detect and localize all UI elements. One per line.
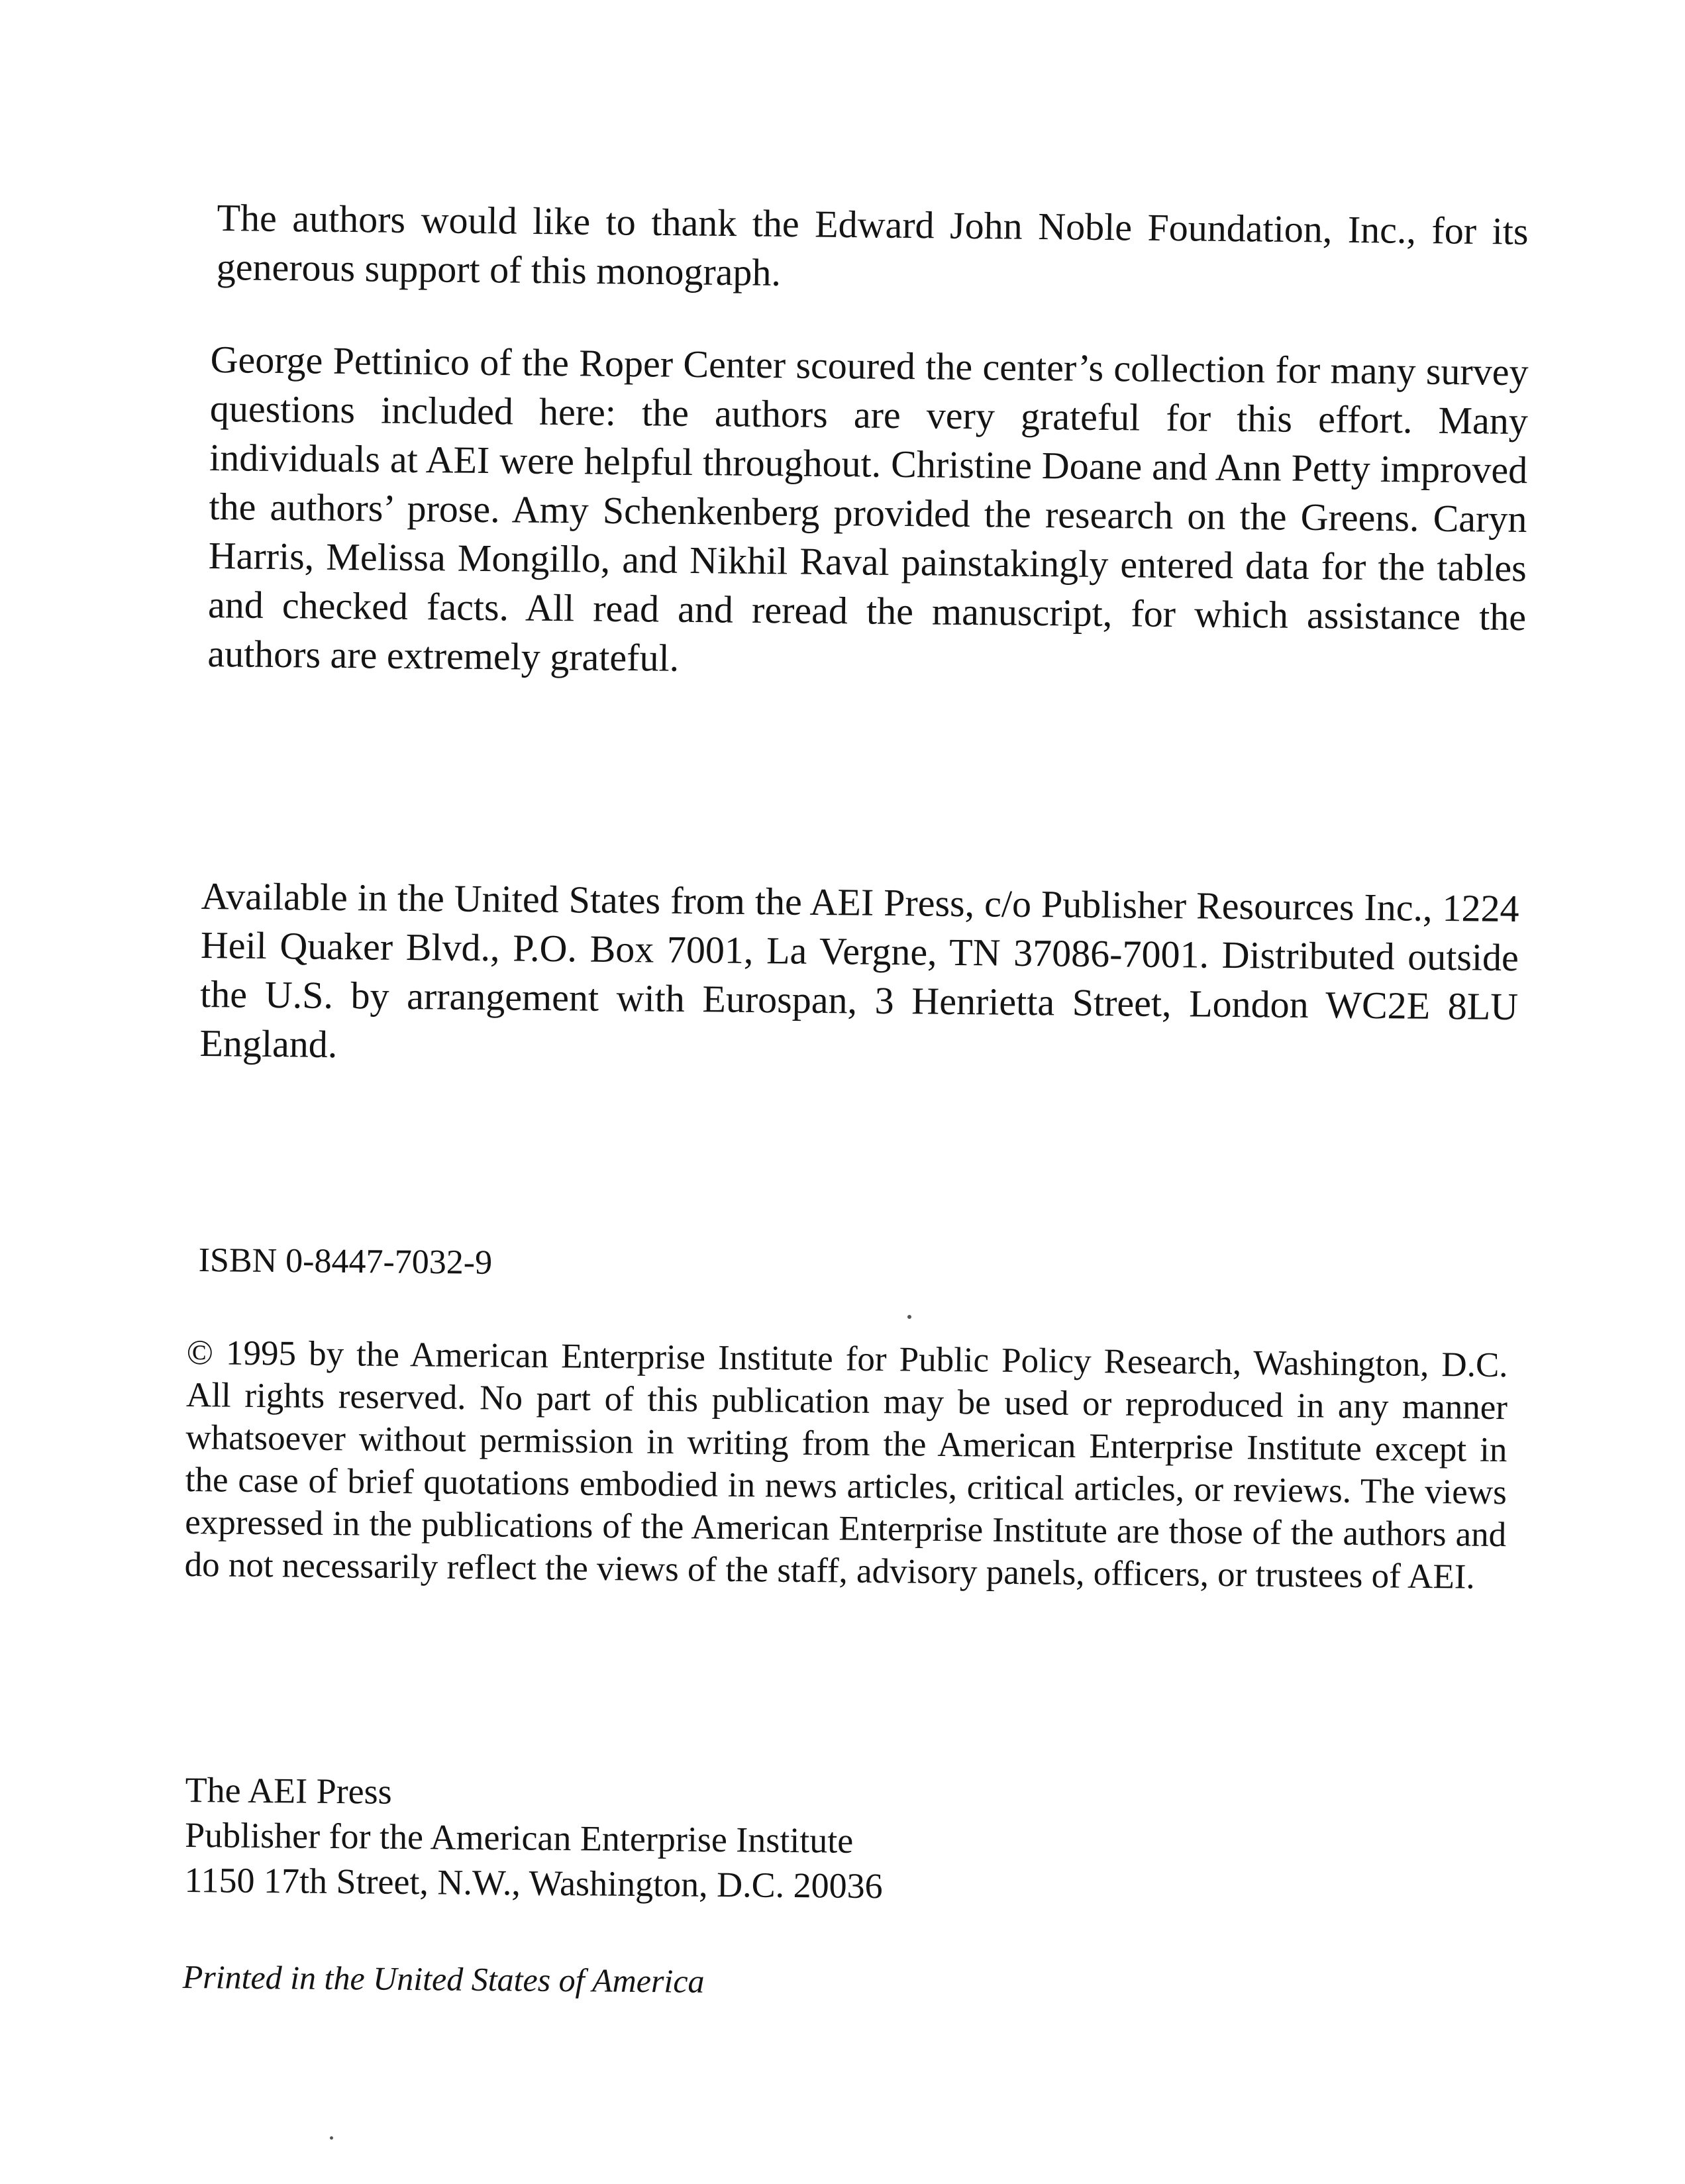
- publisher-tagline: Publisher for the American Enterprise Institute: [184, 1814, 854, 1861]
- scan-speck: [907, 1315, 911, 1319]
- printed-in-line: Printed in the United States of America: [182, 1957, 705, 2000]
- publisher-block: [184, 1767, 1311, 1912]
- scan-speck: [330, 2136, 333, 2140]
- acknowledgments-paragraph: George Pettinico of the Roper Center scoured the center’s collection for many survey questions included here: the authors are very grateful for this effort. Many individuals at AEI were helpful throughout. Christine Doane and Ann Petty improved the authors’ prose. Amy Schenkenberg provided the research on the Greens. Caryn Harris, Melissa Mongillo, and Nikhil Raval painstakingly entered data for the tables and checked facts. All read and reread the manuscript, for which assistance the authors are extremely grateful.: [207, 337, 1529, 680]
- publisher-address: 1150 17th Street, N.W., Washington, D.C. 20036: [184, 1859, 883, 1906]
- availability-paragraph: Available in the United States from the AEI Press, c/o Publisher Resources Inc., 1224 Heil Quaker Blvd., P.O. Box 7001, La Vergne, TN 37086-7001. Distributed outside the U.S. by arrangement with Eurospan, 3 Henrietta Street, London WC2E 8LU England.: [199, 874, 1519, 1066]
- isbn: ISBN 0-8447-7032-9: [198, 1241, 493, 1282]
- publisher-name: The AEI Press: [185, 1769, 392, 1812]
- thanks-paragraph: The authors would like to thank the Edward John Noble Foundation, Inc., for its generous support of this monograph.: [216, 195, 1529, 294]
- copyright-paragraph: © 1995 by the American Enterprise Institute for Public Policy Research, Washington, D.C. All rights reserved. No part of this publication may be used or reproduced in any manner whatsoever without permission in writing from the American Enterprise Institute except in the case of brief quotations embodied in news articles, critical articles, or reviews. The views expressed in the publications of the American Enterprise Institute are those of the authors and do not necessarily reflect the views of the staff, advisory panels, officers, or trustees of AEI.: [184, 1333, 1508, 1596]
